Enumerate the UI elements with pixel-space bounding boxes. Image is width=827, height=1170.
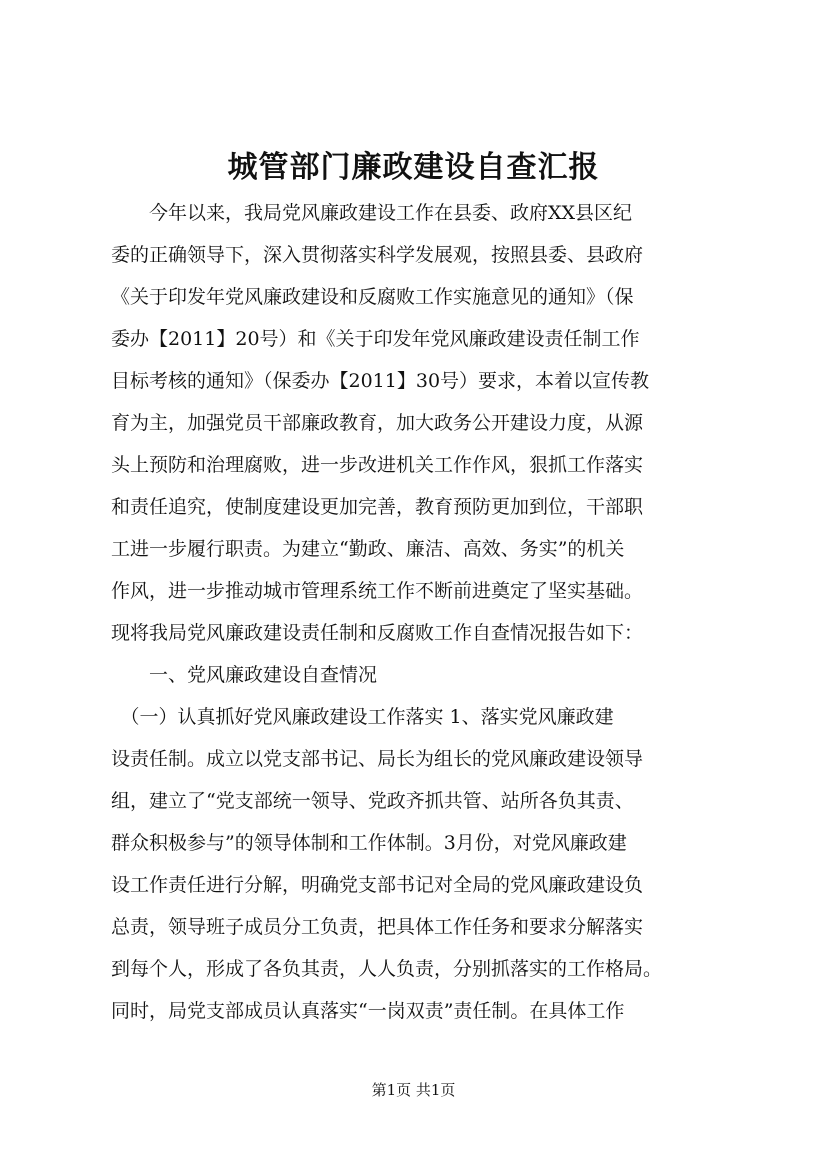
body-line: 同时，局党支部成员认真落实“一岗双责”责任制。在具体工作: [111, 1000, 625, 1022]
page-number-footer: 第1页 共1页: [371, 1081, 456, 1099]
body-line: （一）认真抓好党风廉政建设工作落实 1、落实党风廉政建: [111, 706, 614, 728]
body-line: 到每个人，形成了各负其责，人人负责，分别抓落实的工作格局。: [111, 958, 663, 980]
document-title: 城管部门廉政建设自查汇报: [227, 150, 600, 185]
body-line: 总责，领导班子成员分工负责，把具体工作任务和要求分解落实: [111, 916, 644, 938]
body-line: 目标考核的通知》（保委办【2011】30号）要求，本着以宣传教: [111, 370, 650, 392]
document-body: [111, 192, 731, 1032]
body-line: 头上预防和治理腐败，进一步改进机关工作作风，狠抓工作落实: [111, 454, 644, 476]
body-line: 今年以来，我局党风廉政建设工作在县委、政府XX县区纪: [111, 202, 633, 224]
body-line: 和责任追究，使制度建设更加完善，教育预防更加到位，干部职: [111, 496, 644, 518]
body-line: 组，建立了“党支部统一领导、党政齐抓共管、站所各负其责、: [111, 790, 634, 812]
body-line: 委的正确领导下，深入贯彻落实科学发展观，按照县委、县政府: [111, 244, 644, 266]
body-line: 设工作责任进行分解，明确党支部书记对全局的党风廉政建设负: [111, 874, 644, 896]
section-heading: 一、党风廉政建设自查情况: [111, 664, 378, 686]
body-line: 现将我局党风廉政建设责任制和反腐败工作自查情况报告如下：: [111, 622, 644, 644]
body-line: 委办【2011】20号）和《关于印发年党风廉政建设责任制工作: [111, 328, 640, 350]
body-line: 群众积极参与”的领导体制和工作体制。3月份，对党风廉政建: [111, 832, 627, 854]
body-line: 工进一步履行职责。为建立“勤政、廉洁、高效、务实”的机关: [111, 538, 625, 560]
body-line: 作风，进一步推动城市管理系统工作不断前进奠定了坚实基础。: [111, 580, 644, 602]
body-line: 设责任制。成立以党支部书记、局长为组长的党风廉政建设领导: [111, 748, 644, 770]
body-line: 育为主，加强党员干部廉政教育，加大政务公开建设力度，从源: [111, 412, 644, 434]
body-line: 《关于印发年党风廉政建设和反腐败工作实施意见的通知》（保: [111, 286, 634, 308]
